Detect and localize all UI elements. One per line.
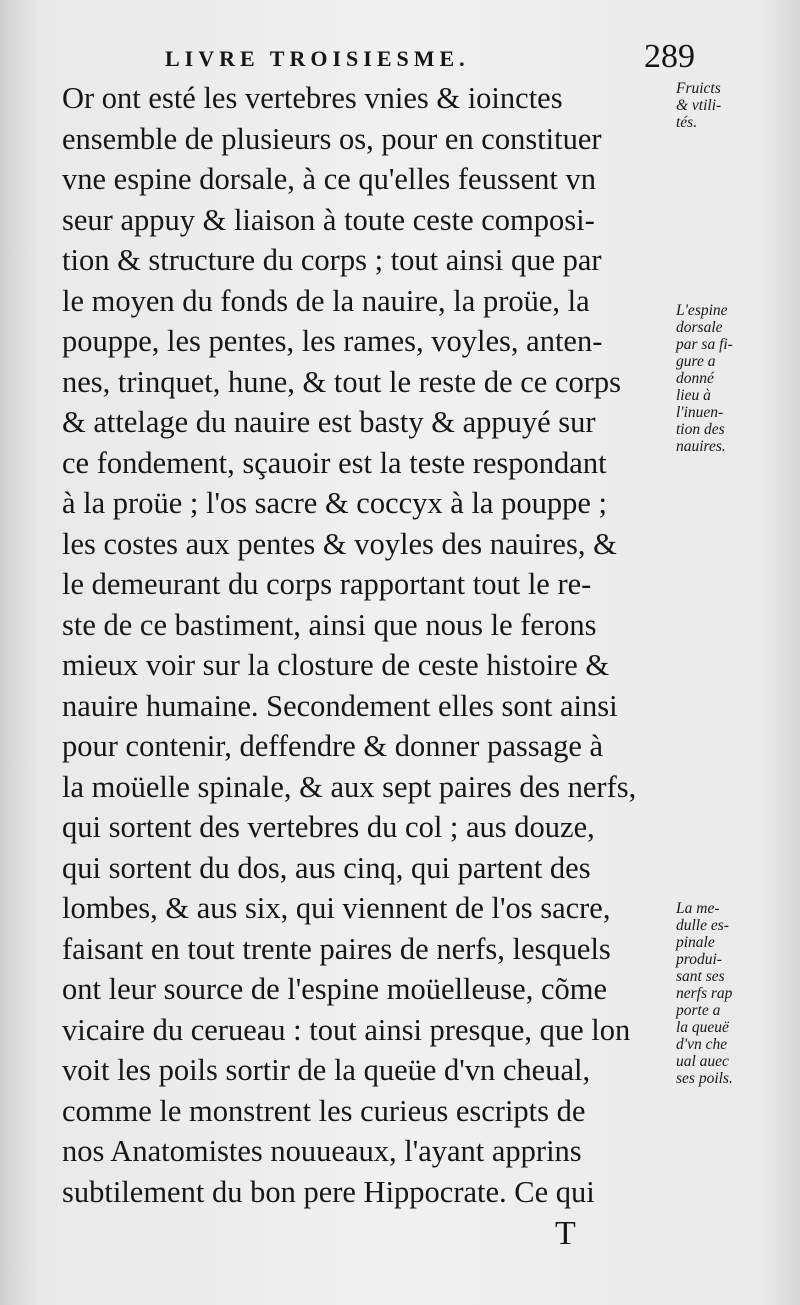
- side-note-espine-dorsale: [676, 302, 796, 455]
- signature-mark: T: [555, 1215, 576, 1252]
- note-line: ses poils.: [676, 1070, 733, 1087]
- text-line: pouppe, les pentes, les rames, voyles, anten-: [62, 324, 603, 358]
- text-line: ont leur source de l'espine moüelleuse, cõme: [62, 972, 607, 1006]
- text-line: les costes aux pentes & voyles des nauires, &: [62, 526, 617, 561]
- note-line: sant ses: [676, 968, 725, 985]
- text-line: pour contenir, deffendre & donner passage à: [62, 729, 604, 763]
- note-line: nerfs rap: [676, 985, 733, 1002]
- note-line: & vtili-: [676, 97, 722, 114]
- page-number: 289: [644, 38, 695, 75]
- note-line: lieu à: [676, 387, 711, 404]
- text-line: qui sortent des vertebres du col ; aus douze,: [62, 810, 595, 844]
- text-line: voit les poils sortir de la queüe d'vn cheual,: [62, 1053, 591, 1087]
- text-line: ensemble de plusieurs os, pour en constituer: [62, 121, 602, 156]
- text-line: nauire humaine. Secondement elles sont ainsi: [62, 688, 618, 723]
- note-line: pinale: [676, 934, 715, 951]
- text-line: lombes, & aus six, qui viennent de l'os sacre,: [62, 891, 611, 925]
- note-line: nauires.: [676, 438, 726, 455]
- text-line: ste de ce bastiment, ainsi que nous le ferons: [62, 607, 597, 642]
- text-line: & attelage du nauire est basty & appuyé sur: [62, 405, 596, 439]
- running-head: LIVRE TROISIESME.: [165, 46, 470, 71]
- text-line: comme le monstrent les curieus escripts de: [62, 1093, 586, 1128]
- note-line: Fruicts: [676, 80, 721, 97]
- text-line: le moyen du fonds de la nauire, la proüe, la: [62, 283, 590, 318]
- note-line: donné: [676, 370, 714, 387]
- side-note-fruicts: [676, 80, 796, 131]
- page-header: [165, 38, 695, 78]
- text-line: mieux voir sur la closture de ceste histoire &: [62, 648, 610, 682]
- text-line: vicaire du cerueau : tout ainsi presque, que lon: [62, 1012, 631, 1047]
- text-line: seur appuy & liaison à toute ceste composi-: [62, 202, 595, 237]
- text-line: à la proüe ; l'os sacre & coccyx à la pouppe ;: [62, 486, 607, 520]
- text-line: Or ont esté les vertebres vnies & ioinctes: [62, 81, 563, 115]
- main-text-block: [62, 78, 692, 1212]
- text-line: qui sortent du dos, aus cinq, qui partent des: [62, 850, 591, 885]
- text-line: tion & structure du corps ; tout ainsi que par: [62, 243, 602, 277]
- note-line: tion des: [676, 421, 725, 438]
- text-line: nos Anatomistes nouueaux, l'ayant apprins: [62, 1134, 582, 1168]
- note-line: la queuë: [676, 1019, 729, 1036]
- text-line: subtilement du bon pere Hippocrate. Ce qui: [62, 1174, 595, 1209]
- note-line: L'espine: [676, 302, 728, 319]
- side-note-medulle: [676, 900, 796, 1087]
- text-line: nes, trinquet, hune, & tout le reste de ce corps: [62, 364, 621, 399]
- note-line: dorsale: [676, 319, 723, 336]
- text-line: la moüelle spinale, & aux sept paires des nerfs,: [62, 769, 637, 804]
- text-line: faisant en tout trente paires de nerfs, lesquels: [62, 931, 611, 966]
- note-line: porte a: [676, 1002, 721, 1019]
- note-line: d'vn che: [676, 1036, 728, 1053]
- text-line: ce fondement, sçauoir est la teste respondant: [62, 445, 607, 480]
- text-line: le demeurant du corps rapportant tout le re-: [62, 567, 592, 601]
- note-line: par sa fi-: [676, 336, 733, 353]
- note-line: La me-: [676, 900, 720, 917]
- text-line: vne espine dorsale, à ce qu'elles feussent vn: [62, 162, 596, 196]
- note-line: ual auec: [676, 1053, 729, 1070]
- note-line: l'inuen-: [676, 404, 724, 421]
- note-line: gure a: [676, 353, 716, 370]
- note-line: tés.: [676, 114, 698, 131]
- note-line: dulle es-: [676, 917, 729, 934]
- note-line: produi-: [676, 951, 722, 968]
